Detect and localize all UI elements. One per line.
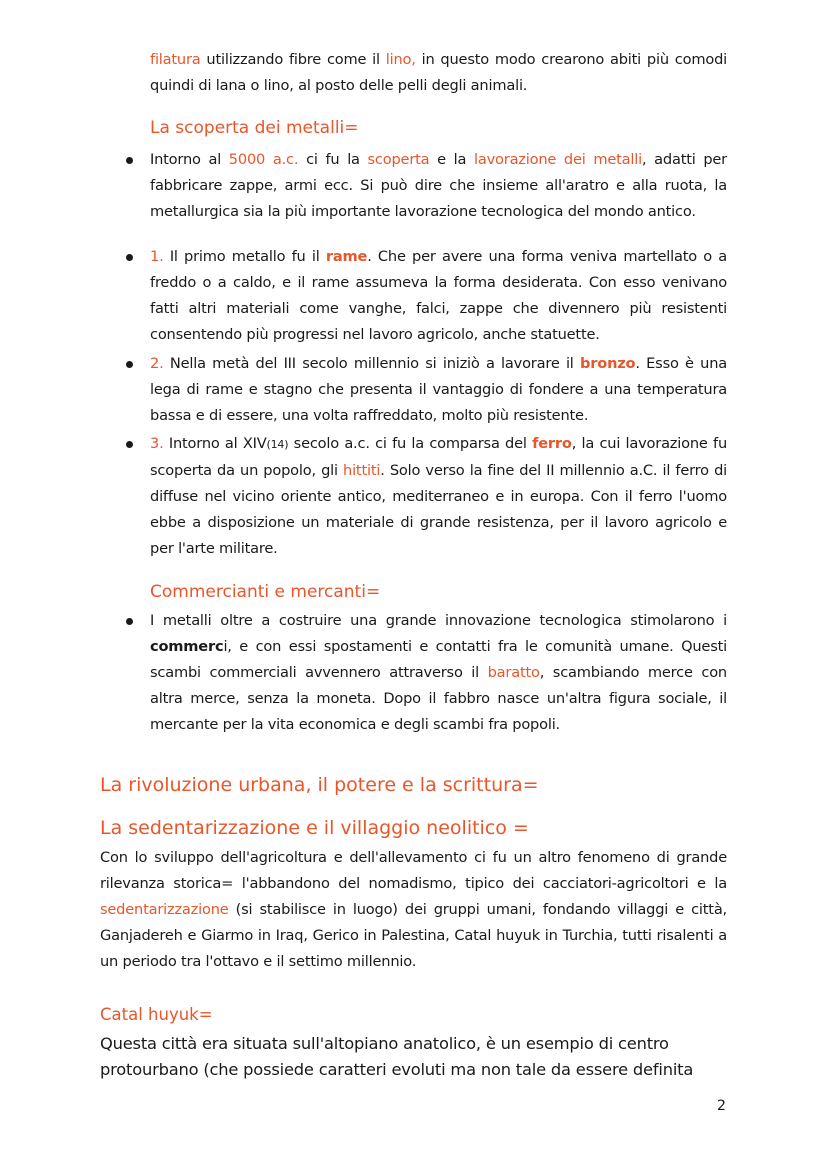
text-segment: . Esso è una lega di rame e stagno che presenta il vantaggio di fondere a una temperatura bassa e di essere, una volta raffreddato, molto più resistente. [150, 355, 728, 424]
text-segment: utilizzando fibre come il [200, 51, 386, 68]
list-item [150, 608, 727, 738]
text-segment: Intorno al [150, 151, 229, 168]
text-segment: e la [429, 151, 474, 168]
bullet-rame [150, 244, 727, 348]
bullet-metalli-intro [150, 147, 727, 225]
heading-sedentarizzazione: La sedentarizzazione e il villaggio neolitico = [100, 817, 529, 839]
highlighted-text: 1. [150, 248, 164, 265]
bullet-commercianti [150, 608, 727, 738]
text-segment: (si stabilisce in luogo) dei gruppi umani, fondando villaggi e città, Ganjadereh e Giarmo in Iraq, Gerico in Palestina, Catal huyuk in Turchia, tutti risalenti a un periodo tra l'ottavo e il settimo millennio. [100, 901, 727, 970]
text-segment: , adatti per fabbricare zappe, armi ecc. Si può dire che insieme all'aratro e alla ruota, la metallurgica sia la più importante lavorazione tecnologica del mondo antico. [150, 151, 727, 220]
text-segment: . Che per avere una forma veniva martellato o a freddo o a caldo, e il rame assumeva la forma desiderata. Con esso venivano fatti altri materiali come vanghe, falci, zappe che divennero più resistenti consentendo più progressi nel lavoro agricolo, anche statuette. [150, 248, 727, 343]
highlighted-text: filatura [150, 51, 201, 68]
list-item [150, 431, 727, 562]
heading-catal-huyuk: Catal huyuk= [100, 1005, 213, 1024]
catal-paragraph [100, 1031, 727, 1083]
highlighted-text: 2. [150, 355, 164, 372]
intro-paragraph [150, 47, 727, 99]
list-item [150, 351, 727, 429]
highlighted-text: sedentarizzazione [100, 901, 229, 918]
highlighted-text: hittiti [343, 462, 381, 479]
text-segment: i, e con essi spostamenti e contatti fra le comunità umane. Questi scambi commerciali avvennero attraverso il [150, 638, 727, 681]
text-segment: . Solo verso la fine del II millennio a.C. il ferro di diffuse nel vicino oriente antico, mediterraneo e in europa. Con il ferro l'uomo ebbe a disposizione un materiale di grande resistenza, per il lavoro agricolo e per l'arte militare. [150, 462, 727, 557]
text-segment: , scambiando merce con altra merce, senza la moneta. Dopo il fabbro nasce un'altra figura sociale, il mercante per la vita economica e degli scambi fra popoli. [150, 664, 727, 733]
heading-rivoluzione-urbana: La rivoluzione urbana, il potere e la scrittura= [100, 774, 539, 796]
list-item [150, 147, 727, 225]
text-segment: ci fu la [298, 151, 368, 168]
text-segment: secolo a.c. ci fu la comparsa del [288, 435, 533, 452]
highlighted-text: bronzo [580, 355, 636, 372]
heading-commercianti: Commercianti e mercanti= [150, 582, 381, 602]
highlighted-text: lavorazione dei metalli [474, 151, 642, 168]
highlighted-text: scoperta [367, 151, 430, 168]
text-segment: , la cui lavorazione fu scoperta da un popolo, gli [150, 435, 728, 479]
highlighted-text: (14) [266, 438, 289, 451]
highlighted-text: ferro [532, 435, 572, 452]
bullet-bronzo [150, 351, 727, 429]
bullet-ferro [150, 431, 727, 562]
highlighted-text: rame [325, 248, 368, 265]
highlighted-text: 3. [150, 435, 164, 452]
text-segment: Con lo sviluppo dell'agricoltura e dell'allevamento ci fu un altro fenomeno di grande rilevanza storica= l'abbandono del nomadismo, tipico dei cacciatori-agricoltori e la [100, 849, 727, 892]
text-segment: Questa città era situata sull'altopiano anatolico, è un esempio di centro protourbano (che possiede caratteri evoluti ma non tale da essere definita [100, 1034, 694, 1079]
highlighted-text: lino, [385, 51, 416, 68]
heading-scoperta-metalli: La scoperta dei metalli= [150, 118, 359, 138]
text-segment: in questo modo crearono abiti più comodi quindi di lana o lino, al posto delle pelli degli animali. [150, 51, 727, 94]
page-number: 2 [717, 1098, 726, 1114]
list-item [150, 244, 727, 348]
highlighted-text: baratto [487, 664, 540, 681]
sedentarizzazione-paragraph [100, 845, 727, 975]
text-segment: Intorno al XIV [163, 435, 267, 452]
highlighted-text: commerc [150, 638, 224, 655]
text-segment: Nella metà del III secolo millennio si iniziò a lavorare il [163, 355, 580, 372]
highlighted-text: 5000 a.c. [228, 151, 299, 168]
text-segment: I metalli oltre a costruire una grande innovazione tecnologica stimolarono i [150, 612, 727, 629]
text-segment: Il primo metallo fu il [163, 248, 326, 265]
